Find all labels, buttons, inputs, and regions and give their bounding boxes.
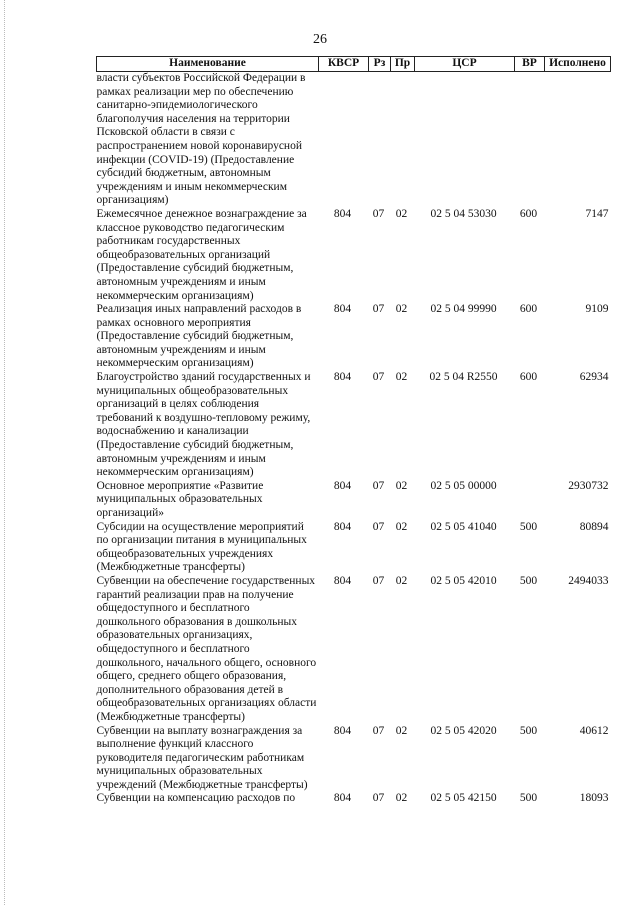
header-executed: Исполнено xyxy=(545,57,611,72)
cell-executed: 62934 xyxy=(579,371,609,384)
header-rz: Рз xyxy=(369,57,391,72)
table-row xyxy=(97,208,611,303)
cell-kvsr: 804 xyxy=(333,207,352,220)
cell-pr: 02 xyxy=(395,792,408,805)
cell-rz: 07 xyxy=(372,207,385,220)
cell-name: Основное мероприятие «Развитие муниципальных образовательных организаций» xyxy=(96,479,264,519)
cell-vr xyxy=(515,72,545,208)
cell-name: Субвенции на выплату вознаграждения за выполнение функций классного руководителя педагогическим работникам муниципальных образовательных учреждений (Межбюджетные трансферты) xyxy=(96,724,308,791)
cell-csr: 02 5 04 99990 xyxy=(430,303,497,316)
cell-rz: 07 xyxy=(372,371,385,384)
cell-csr: 02 5 05 42150 xyxy=(430,792,497,805)
page-number: 26 xyxy=(313,32,327,47)
cell-vr: 500 xyxy=(519,792,538,805)
cell-pr: 02 xyxy=(395,207,408,220)
cell-executed xyxy=(545,72,611,208)
cell-executed: 2494033 xyxy=(568,574,609,587)
cell-name: Реализация иных направлений расходов в рамках основного мероприятия (Предоставление субсидий бюджетным, автономным учреждениям и иным некоммерческим организациям) xyxy=(96,303,302,370)
scan-edge xyxy=(4,0,6,905)
cell-csr: 02 5 04 R2550 xyxy=(429,371,498,384)
cell-csr: 02 5 04 53030 xyxy=(430,207,497,220)
table-body xyxy=(97,72,611,807)
cell-executed: 7147 xyxy=(585,207,609,220)
cell-name: Субсидии на осуществление мероприятий по организации питания в муниципальных общеобразовательных учреждениях (Межбюджетные трансферты) xyxy=(96,520,307,574)
table-row xyxy=(97,303,611,371)
table-row xyxy=(97,575,611,725)
cell-rz: 07 xyxy=(372,574,385,587)
cell-name: Субвенции на обеспечение государственных гарантий реализации прав на получение общедоступного и бесплатного дошкольного образования в дошкольных образовательных организациях, общедоступного и бесплатного дошкольного, начального общего, основного общего, среднего общего образования, дополнительного образования детей в общеобразовательных организациях области (Межбюджетные трансферты) xyxy=(96,574,317,723)
header-csr: ЦСР xyxy=(415,57,515,72)
budget-table xyxy=(96,56,611,806)
cell-vr: 600 xyxy=(519,303,538,316)
cell-rz: 07 xyxy=(372,792,385,805)
header-pr: Пр xyxy=(391,57,415,72)
cell-kvsr: 804 xyxy=(333,792,352,805)
cell-vr: 500 xyxy=(519,520,538,533)
header-name: Наименование xyxy=(97,57,319,72)
cell-kvsr: 804 xyxy=(333,371,352,384)
table-row xyxy=(97,371,611,480)
cell-vr: 600 xyxy=(519,207,538,220)
cell-kvsr: 804 xyxy=(333,303,352,316)
cell-name: Ежемесячное денежное вознаграждение за классное руководство педагогическим работникам государственных общеобразовательных организаций (Предоставление субсидий бюджетным, автономным учреждениям и иным некоммерческим организациям) xyxy=(96,207,307,302)
cell-csr: 02 5 05 41040 xyxy=(430,520,497,533)
table-row xyxy=(97,521,611,575)
cell-rz: 07 xyxy=(372,520,385,533)
cell-name: Благоустройство зданий государственных и муниципальных общеобразовательных организаций в целях соблюдения требований к воздушно-тепловому режиму, водоснабжению и канализации (Предоставление субсидий бюджетным, автономным учреждениям и иным некоммерческим организациям) xyxy=(96,371,311,479)
cell-pr: 02 xyxy=(395,520,408,533)
cell-vr: 500 xyxy=(519,574,538,587)
cell-csr: 02 5 05 42020 xyxy=(430,724,497,737)
header-vr: ВР xyxy=(515,57,545,72)
cell-vr: 500 xyxy=(519,724,538,737)
cell-csr: 02 5 05 00000 xyxy=(430,479,497,492)
cell-rz xyxy=(369,72,391,208)
cell-executed: 80894 xyxy=(579,520,609,533)
cell-name: власти субъектов Российской Федерации в рамках реализации мер по обеспечению санитарно-эпидемиологического благополучия населения на территории Псковской области в связи с распространением новой коронавирусной инфекции (COVID-19) (Предоставление субсидий бюджетным, автономным учреждениям и иным некоммерческим организациям) xyxy=(96,72,306,207)
budget-table-wrapper xyxy=(96,56,610,806)
cell-kvsr xyxy=(319,72,369,208)
cell-vr xyxy=(515,480,545,521)
cell-pr xyxy=(391,72,415,208)
cell-csr: 02 5 05 42010 xyxy=(430,574,497,587)
cell-pr: 02 xyxy=(395,479,408,492)
cell-vr: 600 xyxy=(519,371,538,384)
cell-executed: 18093 xyxy=(579,792,609,805)
cell-rz: 07 xyxy=(372,303,385,316)
cell-executed: 40612 xyxy=(579,724,609,737)
table-header-row xyxy=(97,57,611,72)
cell-rz: 07 xyxy=(372,479,385,492)
cell-kvsr: 804 xyxy=(333,724,352,737)
cell-kvsr: 804 xyxy=(333,479,352,492)
cell-pr: 02 xyxy=(395,303,408,316)
cell-kvsr: 804 xyxy=(333,520,352,533)
cell-name: Субвенции на компенсацию расходов по xyxy=(96,792,296,805)
table-row xyxy=(97,792,611,806)
table-row xyxy=(97,725,611,793)
table-row xyxy=(97,72,611,208)
cell-rz: 07 xyxy=(372,724,385,737)
cell-pr: 02 xyxy=(395,574,408,587)
cell-pr: 02 xyxy=(395,724,408,737)
cell-pr: 02 xyxy=(395,371,408,384)
cell-csr xyxy=(415,72,515,208)
table-row xyxy=(97,480,611,521)
cell-executed: 9109 xyxy=(585,303,609,316)
cell-kvsr: 804 xyxy=(333,574,352,587)
header-kvsr: КВСР xyxy=(319,57,369,72)
cell-executed: 2930732 xyxy=(568,479,609,492)
